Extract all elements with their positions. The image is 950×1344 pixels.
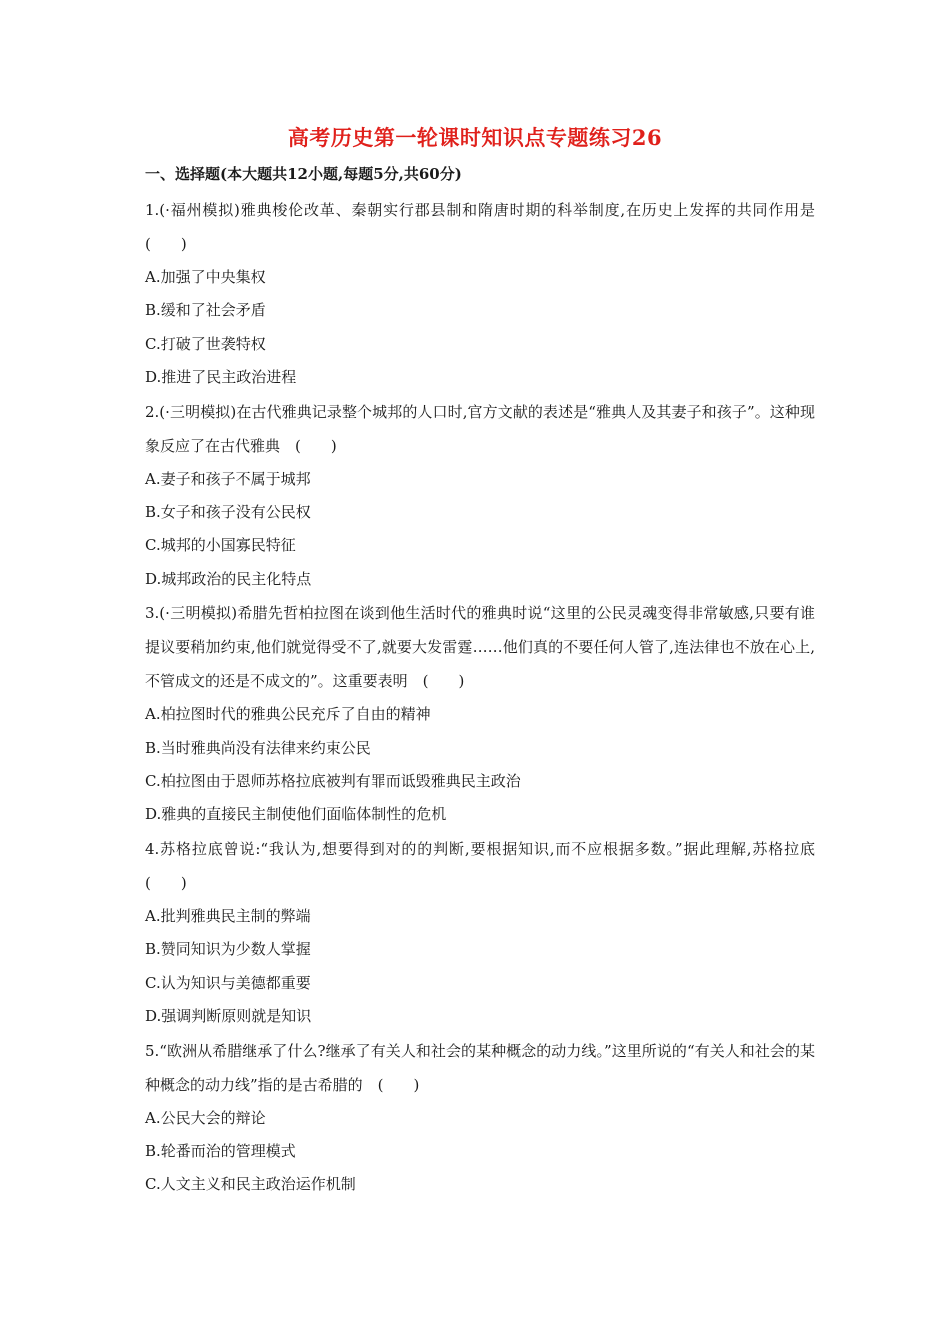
option-c: C.认为知识与美德都重要 bbox=[145, 973, 311, 992]
option-a: A.柏拉图时代的雅典公民充斥了自由的精神 bbox=[145, 705, 431, 724]
question-stem: 4.苏格拉底曾说:“我认为,想要得到对的的判断,要根据知识,而不应根据多数。”据此理解,苏格拉底 ( ) bbox=[145, 839, 831, 892]
question-stem: 2.(·三明模拟)在古代雅典记录整个城邦的人口时,官方文献的表述是“雅典人及其妻子和孩子”。这种现象反应了在古代雅典 ( ) bbox=[145, 402, 815, 455]
option-d: D.城邦政治的民主化特点 bbox=[145, 569, 312, 588]
option-b: B.缓和了社会矛盾 bbox=[145, 301, 266, 320]
option-a: A.加强了中央集权 bbox=[145, 268, 266, 286]
option-a: A.公民大会的辩论 bbox=[145, 1108, 266, 1127]
option-b: B.轮番而治的管理模式 bbox=[145, 1141, 296, 1160]
question-1 bbox=[145, 193, 831, 395]
option-c: C.人文主义和民主政治运作机制 bbox=[145, 1175, 356, 1194]
option-c: C.打破了世袭特权 bbox=[145, 334, 266, 353]
option-d: D.强调判断原则就是知识 bbox=[145, 1007, 312, 1026]
question-2 bbox=[145, 395, 815, 597]
question-stem: 1.(·福州模拟)雅典梭伦改革、秦朝实行郡县制和隋唐时期的科举制度,在历史上发挥的共同作用是 ( ) bbox=[145, 201, 831, 253]
option-b: B.女子和孩子没有公民权 bbox=[145, 503, 311, 522]
question-stem: 5.“欧洲从希腊继承了什么?继承了有关人和社会的某种概念的动力线。”这里所说的“有关人和社会的某种概念的动力线”指的是古希腊的 ( ) bbox=[145, 1041, 815, 1094]
option-d: D.推进了民主政治进程 bbox=[145, 368, 297, 387]
option-b: B.当时雅典尚没有法律来约束公民 bbox=[145, 738, 371, 757]
option-a: A.批判雅典民主制的弊端 bbox=[145, 906, 311, 925]
section-heading: 一、选择题(本大题共12小题,每题5分,共60分) bbox=[145, 165, 462, 183]
question-3 bbox=[145, 596, 815, 832]
question-stem: 3.(·三明模拟)希腊先哲柏拉图在谈到他生活时代的雅典时说“这里的公民灵魂变得非常敏感,只要有谁提议要稍加约束,他们就觉得受不了,就要大发雷霆……他们真的不要任何人管了,连法律也不放在心上,不管成文的还是不成文的”。这重要表明 ( ) bbox=[145, 604, 815, 691]
question-5 bbox=[145, 1034, 815, 1202]
option-c: C.城邦的小国寡民特征 bbox=[145, 536, 296, 555]
question-list bbox=[145, 193, 831, 1202]
question-4 bbox=[145, 832, 831, 1034]
option-c: C.柏拉图由于恩师苏格拉底被判有罪而诋毁雅典民主政治 bbox=[145, 772, 521, 791]
option-d: D.雅典的直接民主制使他们面临体制性的危机 bbox=[145, 805, 447, 824]
option-a: A.妻子和孩子不属于城邦 bbox=[145, 469, 311, 488]
option-b: B.赞同知识为少数人掌握 bbox=[145, 940, 311, 959]
document-title: 高考历史第一轮课时知识点专题练习26 bbox=[287, 125, 663, 150]
